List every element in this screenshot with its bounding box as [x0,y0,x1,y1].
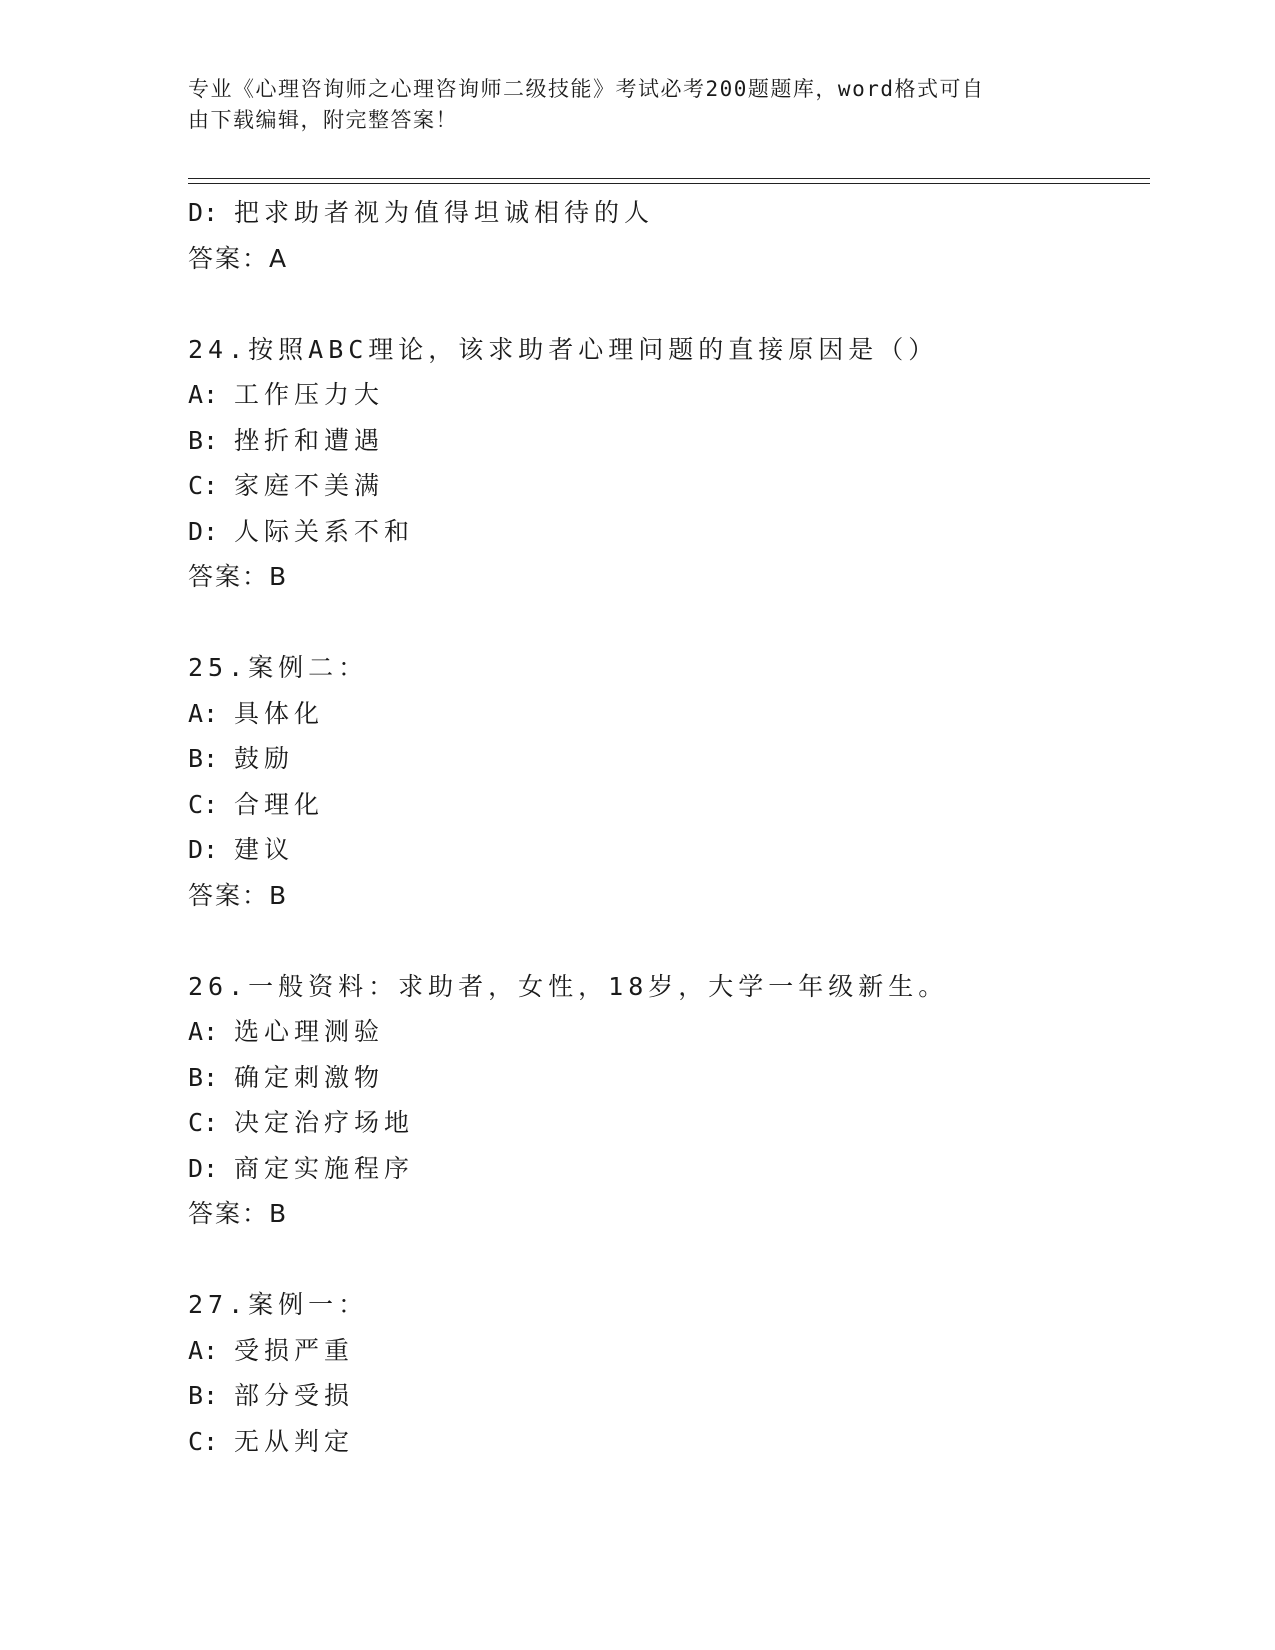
option-key: A: [188,1335,219,1365]
option-line [188,1100,1148,1146]
option-key: B: [188,425,219,455]
option-key: A: [188,380,219,409]
option-text: 合理化 [234,789,325,819]
option-text: 受损严重 [234,1335,355,1365]
option-line [188,782,1148,828]
answer-line: 答案：B [188,880,289,910]
question-text: 26.一般资料：求助者，女性，18岁，大学一年级新生。 [188,971,949,1001]
option-text: 确定刺激物 [234,1062,385,1092]
question-list [188,190,1148,1464]
option-key: C: [188,471,219,500]
option-line [188,509,1148,555]
header-line-1: 专业《心理咨询师之心理咨询师二级技能》考试必考200题题库，word格式可自 [188,77,985,101]
option-line [188,1419,1148,1465]
option-text: 人际关系不和 [234,516,415,546]
question-block [188,645,1148,918]
answer-line: 答案：B [188,1199,289,1228]
option-line [188,827,1148,873]
option-line [188,1373,1148,1419]
question-text: 25.案例二： [188,653,369,682]
option-line [188,1146,1148,1192]
question-block [188,327,1148,600]
option-line [188,190,1148,236]
option-text: 决定治疗场地 [234,1108,415,1137]
header-rule-bottom [188,183,1150,184]
option-text: 挫折和遭遇 [234,425,385,455]
document-header [188,74,1068,136]
question-block [188,964,1148,1237]
question-text: 27.案例一： [188,1290,369,1319]
question-block [188,1282,1148,1464]
answer-line: 答案：A [188,243,289,273]
option-text: 具体化 [234,698,325,728]
option-key: D: [188,835,219,864]
option-key: A: [188,698,219,728]
option-line [188,1055,1148,1101]
question-text: 24.按照ABC理论，该求助者心理问题的直接原因是（） [188,334,939,364]
option-key: B: [188,1381,219,1410]
option-key: D: [188,516,219,546]
option-key: A: [188,1017,219,1046]
option-text: 把求助者视为值得坦诚相待的人 [234,198,655,227]
option-text: 选心理测验 [234,1017,385,1046]
option-key: D: [188,198,219,227]
option-line [188,372,1148,418]
option-key: B: [188,744,219,773]
option-text: 家庭不美满 [234,471,385,500]
answer-line: 答案：B [188,562,289,591]
option-text: 工作压力大 [234,380,385,409]
option-key: D: [188,1153,219,1183]
option-line [188,736,1148,782]
option-key: C: [188,1108,219,1137]
option-text: 无从判定 [234,1426,355,1456]
option-key: C: [188,1426,219,1456]
header-line-2: 由下载编辑，附完整答案！ [188,108,458,132]
option-key: C: [188,789,219,819]
option-text: 商定实施程序 [234,1153,415,1183]
option-line [188,463,1148,509]
option-text: 建议 [234,835,295,864]
header-rule-top [188,178,1150,179]
option-line [188,418,1148,464]
question-block [188,190,1148,281]
option-text: 鼓励 [234,744,295,773]
option-key: B: [188,1062,219,1092]
option-line [188,1328,1148,1374]
option-text: 部分受损 [234,1381,355,1410]
option-line [188,1009,1148,1055]
option-line [188,691,1148,737]
